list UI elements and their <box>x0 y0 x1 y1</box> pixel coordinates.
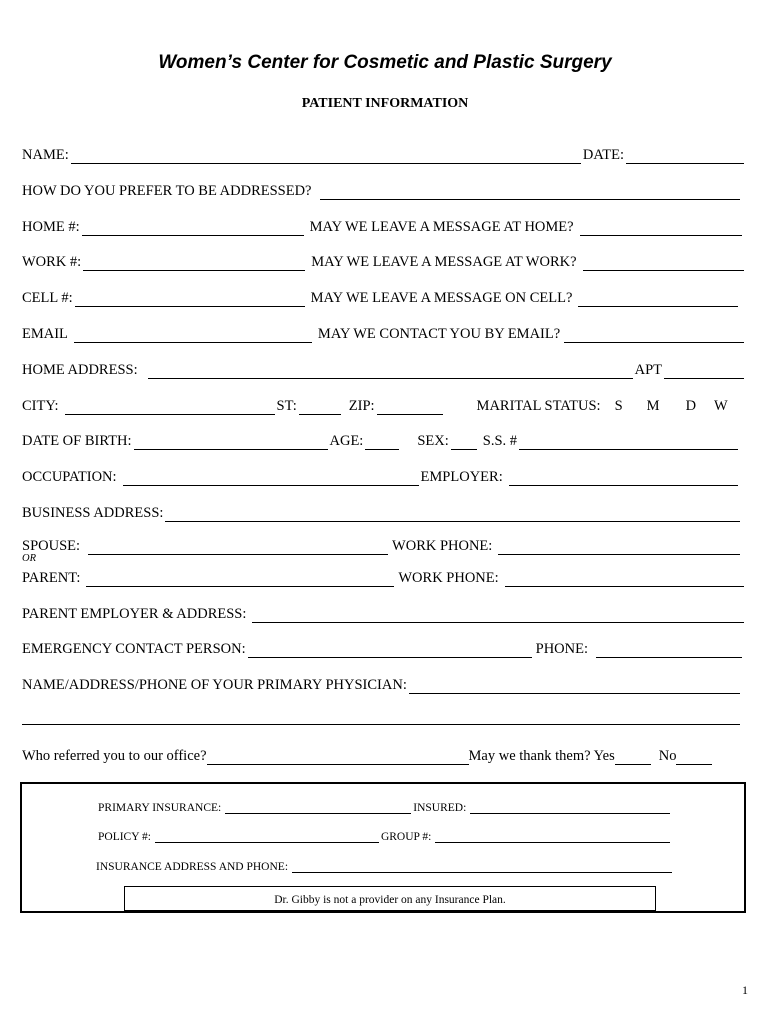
row-email <box>22 323 746 343</box>
row-spouse <box>22 535 746 555</box>
row-prefer <box>22 180 746 200</box>
marital-option-s[interactable]: S <box>614 398 623 414</box>
parent-label: PARENT: <box>22 570 81 586</box>
parent-employer-label: PARENT EMPLOYER & ADDRESS: <box>22 606 247 622</box>
email-contact-label: MAY WE CONTACT YOU BY EMAIL? <box>317 326 561 342</box>
marital-option-m[interactable]: M <box>646 398 660 414</box>
row-home-address <box>22 359 746 379</box>
work-message-field[interactable] <box>583 256 744 271</box>
occupation-label: OCCUPATION: <box>22 469 117 485</box>
insured-field[interactable] <box>470 802 670 814</box>
work-message-label: MAY WE LEAVE A MESSAGE AT WORK? <box>311 254 577 270</box>
insurance-notice: Dr. Gibby is not a provider on any Insurance Plan. <box>124 886 656 911</box>
apt-field[interactable] <box>664 364 744 379</box>
form-title: Women’s Center for Cosmetic and Plastic Surgery <box>158 52 612 73</box>
row-home-phone <box>22 216 746 236</box>
row-work-phone <box>22 251 746 271</box>
emergency-phone-label: PHONE: <box>535 641 588 657</box>
emergency-phone-field[interactable] <box>596 643 742 658</box>
marital-status-label: MARITAL STATUS: <box>476 398 601 414</box>
parent-work-phone-field[interactable] <box>505 572 744 587</box>
zip-field[interactable] <box>377 400 443 415</box>
age-field[interactable] <box>365 435 399 450</box>
primary-insurance-label: PRIMARY INSURANCE: <box>98 802 222 814</box>
insurance-address-field[interactable] <box>292 861 672 873</box>
prefer-field[interactable] <box>320 185 741 200</box>
home-message-field[interactable] <box>580 221 742 236</box>
date-field[interactable] <box>626 149 744 164</box>
insurance-address-label: INSURANCE ADDRESS AND PHONE: <box>96 861 289 873</box>
thank-label: May we thank them? Yes <box>468 748 615 764</box>
marital-option-w[interactable]: W <box>714 398 728 414</box>
email-field[interactable] <box>74 328 312 343</box>
dob-label: DATE OF BIRTH: <box>22 433 132 449</box>
thank-yes-field[interactable] <box>615 750 651 765</box>
home-address-label: HOME ADDRESS: <box>22 362 138 378</box>
physician-label: NAME/ADDRESS/PHONE OF YOUR PRIMARY PHYSICIAN: <box>22 677 407 693</box>
spouse-label: SPOUSE: <box>22 538 81 554</box>
row-business-address <box>22 502 746 522</box>
zip-label: ZIP: <box>348 398 375 414</box>
policy-label: POLICY #: <box>98 831 151 843</box>
or-label: OR <box>22 553 36 564</box>
work-phone-field[interactable] <box>83 256 305 271</box>
group-field[interactable] <box>435 831 670 843</box>
row-referred <box>22 745 746 765</box>
city-field[interactable] <box>65 400 275 415</box>
group-label: GROUP #: <box>380 831 432 843</box>
physician-field[interactable] <box>409 679 740 694</box>
email-contact-field[interactable] <box>564 328 744 343</box>
row-parent <box>22 567 746 587</box>
cell-message-field[interactable] <box>578 292 738 307</box>
home-phone-field[interactable] <box>82 221 304 236</box>
ss-label: S.S. # <box>482 433 518 449</box>
marital-option-d[interactable]: D <box>685 398 697 414</box>
occupation-field[interactable] <box>123 471 419 486</box>
row-policy <box>98 827 672 843</box>
home-address-field[interactable] <box>148 364 633 379</box>
policy-field[interactable] <box>155 831 379 843</box>
row-cell-phone <box>22 287 746 307</box>
st-label: ST: <box>276 398 297 414</box>
insurance-box <box>20 782 746 913</box>
parent-employer-field[interactable] <box>252 608 744 623</box>
parent-work-phone-label: WORK PHONE: <box>398 570 499 586</box>
business-address-field[interactable] <box>165 507 740 522</box>
work-phone-label: WORK #: <box>22 254 82 270</box>
row-name <box>22 144 746 164</box>
home-phone-label: HOME #: <box>22 219 80 235</box>
row-physician <box>22 674 746 694</box>
email-label: EMAIL <box>22 326 68 342</box>
spouse-work-phone-label: WORK PHONE: <box>392 538 493 554</box>
row-dob <box>22 430 746 450</box>
insured-label: INSURED: <box>413 802 467 814</box>
spouse-work-phone-field[interactable] <box>498 540 740 555</box>
age-label: AGE: <box>329 433 364 449</box>
date-label: DATE: <box>582 147 624 163</box>
row-city <box>22 395 746 415</box>
cell-phone-label: CELL #: <box>22 290 73 306</box>
form-subtitle: PATIENT INFORMATION <box>301 96 469 111</box>
emergency-field[interactable] <box>248 643 532 658</box>
sex-label: SEX: <box>417 433 449 449</box>
st-field[interactable] <box>299 400 341 415</box>
employer-label: EMPLOYER: <box>420 469 503 485</box>
row-primary-insurance <box>98 798 672 814</box>
home-message-label: MAY WE LEAVE A MESSAGE AT HOME? <box>309 219 574 235</box>
row-occupation <box>22 466 746 486</box>
emergency-label: EMERGENCY CONTACT PERSON: <box>22 641 246 657</box>
city-label: CITY: <box>22 398 59 414</box>
ss-field[interactable] <box>519 435 738 450</box>
cell-phone-field[interactable] <box>75 292 305 307</box>
referred-field[interactable] <box>207 750 469 765</box>
parent-field[interactable] <box>86 572 394 587</box>
row-insurance-address <box>96 857 674 873</box>
page-number: 1 <box>742 983 748 997</box>
referred-label: Who referred you to our office? <box>22 748 207 764</box>
apt-label: APT <box>634 362 662 378</box>
primary-insurance-field[interactable] <box>225 802 411 814</box>
employer-field[interactable] <box>509 471 738 486</box>
thank-no-label: No <box>658 748 677 764</box>
spouse-field[interactable] <box>88 540 388 555</box>
thank-no-field[interactable] <box>676 750 712 765</box>
row-parent-employer <box>22 603 746 623</box>
sex-field[interactable] <box>451 435 477 450</box>
prefer-label: HOW DO YOU PREFER TO BE ADDRESSED? <box>22 183 312 199</box>
name-field[interactable] <box>71 149 581 164</box>
dob-field[interactable] <box>134 435 328 450</box>
cell-message-label: MAY WE LEAVE A MESSAGE ON CELL? <box>310 290 573 306</box>
name-label: NAME: <box>22 147 69 163</box>
business-address-label: BUSINESS ADDRESS: <box>22 505 164 521</box>
row-emergency <box>22 638 746 658</box>
physician-extra-line[interactable] <box>22 710 740 725</box>
